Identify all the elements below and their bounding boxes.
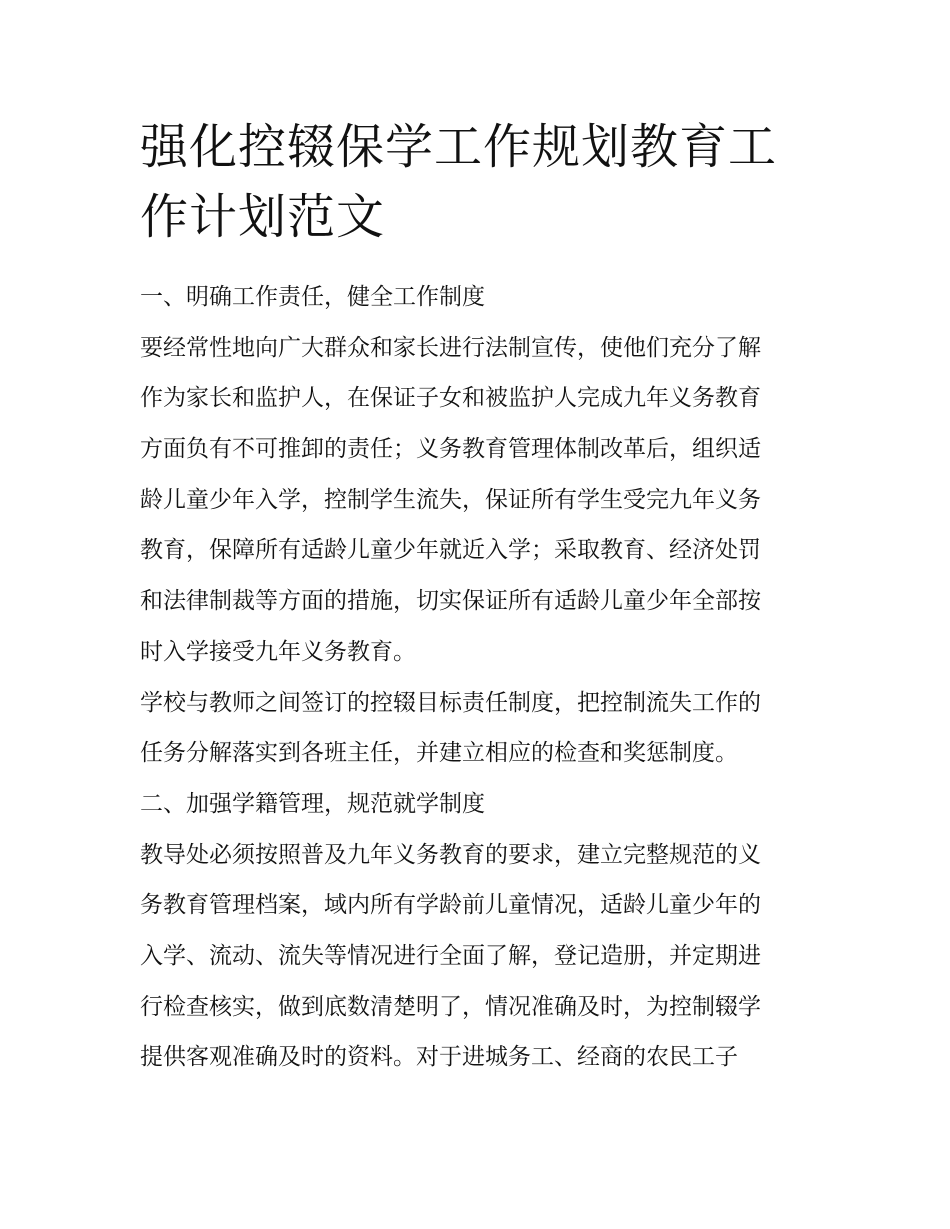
text-line: 龄儿童少年入学，控制学生流失，保证所有学生受完九年义务 xyxy=(140,486,761,513)
section-heading-1: 一、明确工作责任，健全工作制度 xyxy=(140,284,485,310)
text-line: 和法律制裁等方面的措施，切实保证所有适龄儿童少年全部按 xyxy=(140,588,761,615)
document-body xyxy=(140,112,815,1083)
section-heading-2: 二、加强学籍管理，规范就学制度 xyxy=(140,790,485,817)
text-line: 方面负有不可推卸的责任；义务教育管理体制改革后，组织适 xyxy=(140,436,761,463)
document-title xyxy=(140,112,815,252)
text-line: 作为家长和监护人，在保证子女和被监护人完成九年义务教育 xyxy=(140,385,761,412)
text-line: 学校与教师之间签订的控辍目标责任制度，把控制流失工作的 xyxy=(140,689,761,716)
title-line-2: 作计划范文 xyxy=(140,189,386,245)
text-line: 教育，保障所有适龄儿童少年就近入学；采取教育、经济处罚 xyxy=(140,537,761,564)
text-line: 提供客观准确及时的资料。对于进城务工、经商的农民工子 xyxy=(140,1044,738,1071)
text-line: 入学、流动、流失等情况进行全面了解，登记造册，并定期进 xyxy=(140,942,761,969)
text-line: 任务分解落实到各班主任，并建立相应的检查和奖惩制度。 xyxy=(140,740,738,767)
title-line-1: 强化控辍保学工作规划教育工 xyxy=(140,119,778,175)
text-line: 时入学接受九年义务教育。 xyxy=(140,638,416,665)
text-line: 行检查核实，做到底数清楚明了，情况准确及时，为控制辍学 xyxy=(140,993,761,1020)
text-line: 教导处必须按照普及九年义务教育的要求，建立完整规范的义 xyxy=(140,841,761,868)
text-line: 要经常性地向广大群众和家长进行法制宣传，使他们充分了解 xyxy=(140,334,761,361)
text-line: 务教育管理档案，域内所有学龄前儿童情况，适龄儿童少年的 xyxy=(140,892,761,919)
